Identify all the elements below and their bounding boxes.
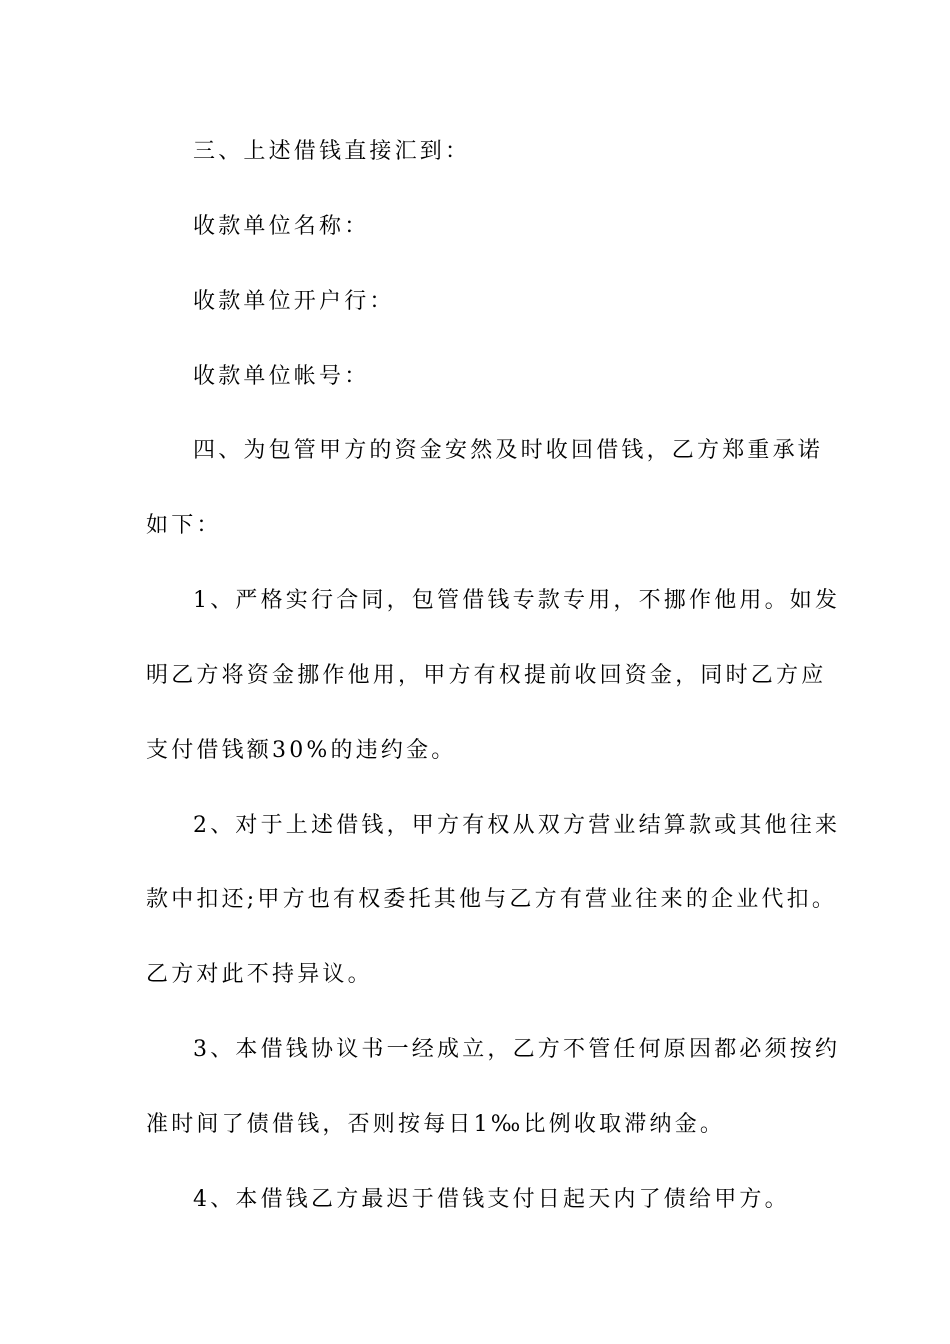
clause-2-line-3: 乙方对此不持异议。 bbox=[146, 962, 373, 987]
clause-3-line-1: 3、本借钱协议书一经成立，乙方不管任何原因都必须按约 bbox=[193, 1037, 841, 1062]
section-3-heading: 三、上述借钱直接汇到： bbox=[193, 139, 471, 164]
payee-name-label: 收款单位名称： bbox=[193, 214, 370, 239]
section-4-heading-cont: 如下： bbox=[146, 513, 222, 538]
clause-2-line-2: 款中扣还;甲方也有权委托其他与乙方有营业往来的企业代扣。 bbox=[146, 887, 838, 912]
clause-2-line-1: 2、对于上述借钱，甲方有权从双方营业结算款或其他往来 bbox=[193, 813, 841, 838]
payee-account-label: 收款单位帐号： bbox=[193, 364, 370, 389]
clause-1-line-1: 1、严格实行合同，包管借钱专款专用，不挪作他用。如发 bbox=[193, 588, 841, 613]
section-4-heading: 四、为包管甲方的资金安然及时收回借钱，乙方郑重承诺 bbox=[193, 438, 824, 463]
payee-bank-label: 收款单位开户行： bbox=[193, 289, 395, 314]
clause-1-line-2: 明乙方将资金挪作他用，甲方有权提前收回资金，同时乙方应 bbox=[146, 663, 827, 688]
clause-3-line-2: 准时间了债借钱，否则按每日1‰比例收取滞纳金。 bbox=[146, 1112, 726, 1137]
clause-1-line-3: 支付借钱额30%的违约金。 bbox=[146, 738, 457, 763]
clause-4-line-1: 4、本借钱乙方最迟于借钱支付日起天内了债给甲方。 bbox=[193, 1187, 790, 1212]
